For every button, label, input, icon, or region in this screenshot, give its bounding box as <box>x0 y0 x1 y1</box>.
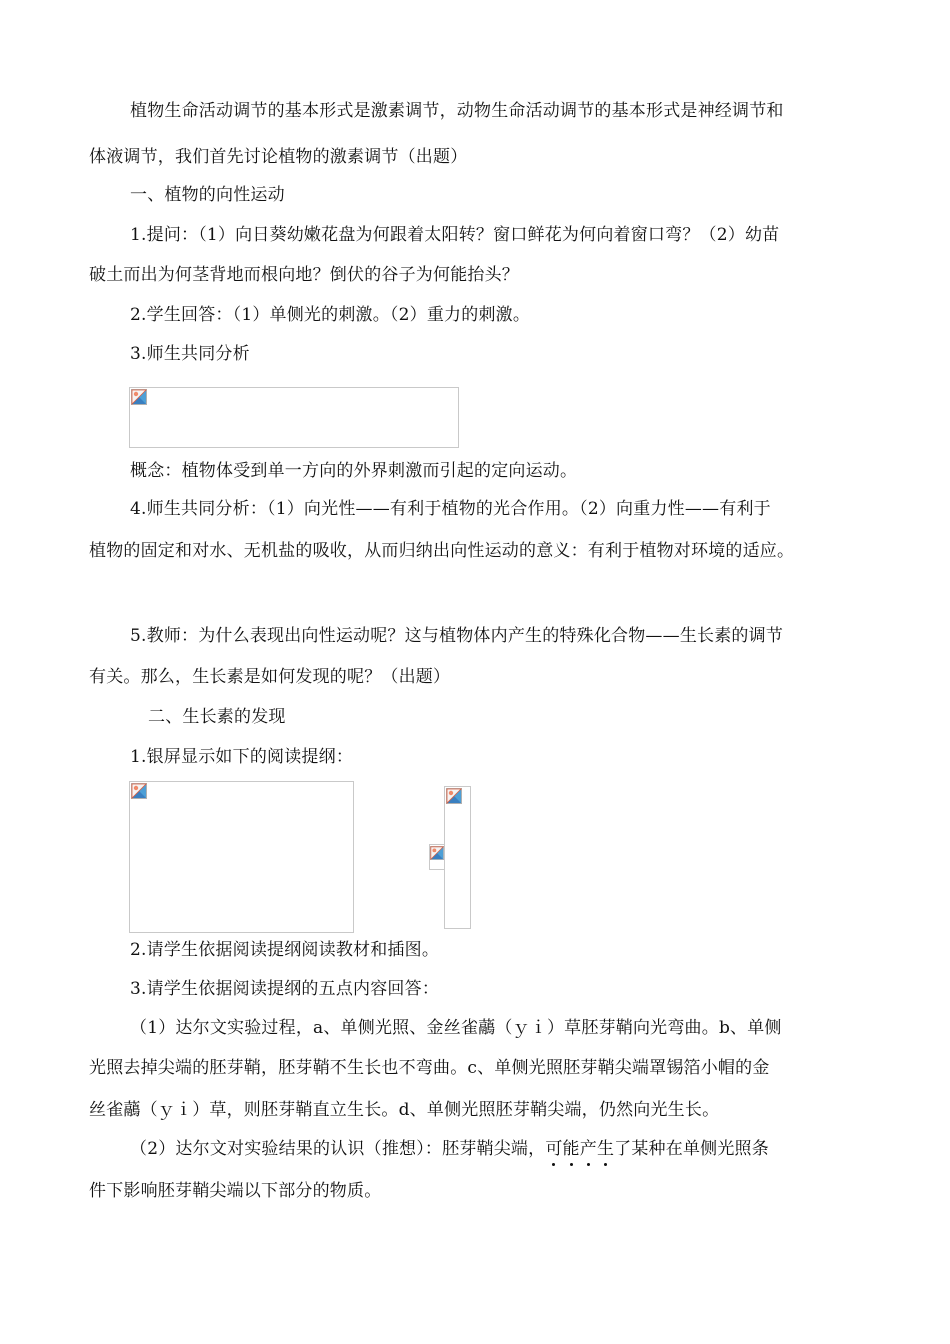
paragraph-line: 植物的固定和对水、无机盐的吸收，从而归纳出向性运动的意义：有利于植物对环境的适应。 <box>89 541 795 561</box>
paragraph-line: 2.学生回答：（1）单侧光的刺激。（2）重力的刺激。 <box>130 305 531 325</box>
paragraph-line: 3.请学生依据阅读提纲的五点内容回答： <box>130 979 440 999</box>
paragraph-line: 光照去掉尖端的胚芽鞘，胚芽鞘不生长也不弯曲。c、单侧光照胚芽鞘尖端罩锡箔小帽的金 <box>89 1058 770 1078</box>
broken-image-icon <box>446 788 462 804</box>
paragraph-line: 件下影响胚芽鞘尖端以下部分的物质。 <box>89 1181 382 1201</box>
paragraph-line <box>130 1138 769 1160</box>
image-placeholder <box>444 786 471 929</box>
broken-image-icon <box>131 389 147 405</box>
paragraph-line: 植物生命活动调节的基本形式是激素调节，动物生命活动调节的基本形式是神经调节和 <box>130 101 784 121</box>
paragraph-line: 5.教师：为什么表现出向性运动呢？这与植物体内产生的特殊化合物——生长素的调节 <box>130 626 784 646</box>
paragraph-line: 4.师生共同分析：（1）向光性——有利于植物的光合作用。（2）向重力性——有利于 <box>130 499 771 519</box>
paragraph-line: （1）达尔文实验过程，a、单侧光照、金丝雀虉（ｙｉ）草胚芽鞘向光弯曲。b、单侧 <box>130 1018 782 1038</box>
text-run: （2）达尔文对实验结果的认识（推想）：胚芽鞘尖端， <box>130 1139 546 1159</box>
image-placeholder <box>129 781 354 933</box>
paragraph-line: 1.提问：（1）向日葵幼嫩花盘为何跟着太阳转？窗口鲜花为何向着窗口弯？（2）幼苗 <box>130 225 780 245</box>
paragraph-line: 有关。那么，生长素是如何发现的呢？（出题） <box>89 667 451 687</box>
image-placeholder <box>129 387 459 448</box>
paragraph-line: 丝雀虉（ｙｉ）草，则胚芽鞘直立生长。d、单侧光照胚芽鞘尖端，仍然向光生长。 <box>89 1100 720 1120</box>
broken-image-icon <box>430 846 444 860</box>
paragraph-line: 1.银屏显示如下的阅读提纲： <box>130 747 354 767</box>
paragraph-line: 2.请学生依据阅读提纲阅读教材和插图。 <box>130 940 440 960</box>
broken-image-icon <box>131 783 147 799</box>
emphasized-text: 可能产生 <box>545 1139 615 1159</box>
text-run: 了某种在单侧光照条 <box>614 1139 769 1159</box>
paragraph-line: 破土而出为何茎背地而根向地？倒伏的谷子为何能抬头？ <box>89 265 519 285</box>
paragraph-line: 体液调节，我们首先讨论植物的激素调节（出题） <box>89 147 468 167</box>
paragraph-line: 3.师生共同分析 <box>130 344 250 364</box>
section-heading: 二、生长素的发现 <box>148 707 286 727</box>
paragraph-line: 概念：植物体受到单一方向的外界刺激而引起的定向运动。 <box>130 461 578 481</box>
section-heading: 一、植物的向性运动 <box>130 185 285 205</box>
image-placeholder <box>429 844 445 870</box>
